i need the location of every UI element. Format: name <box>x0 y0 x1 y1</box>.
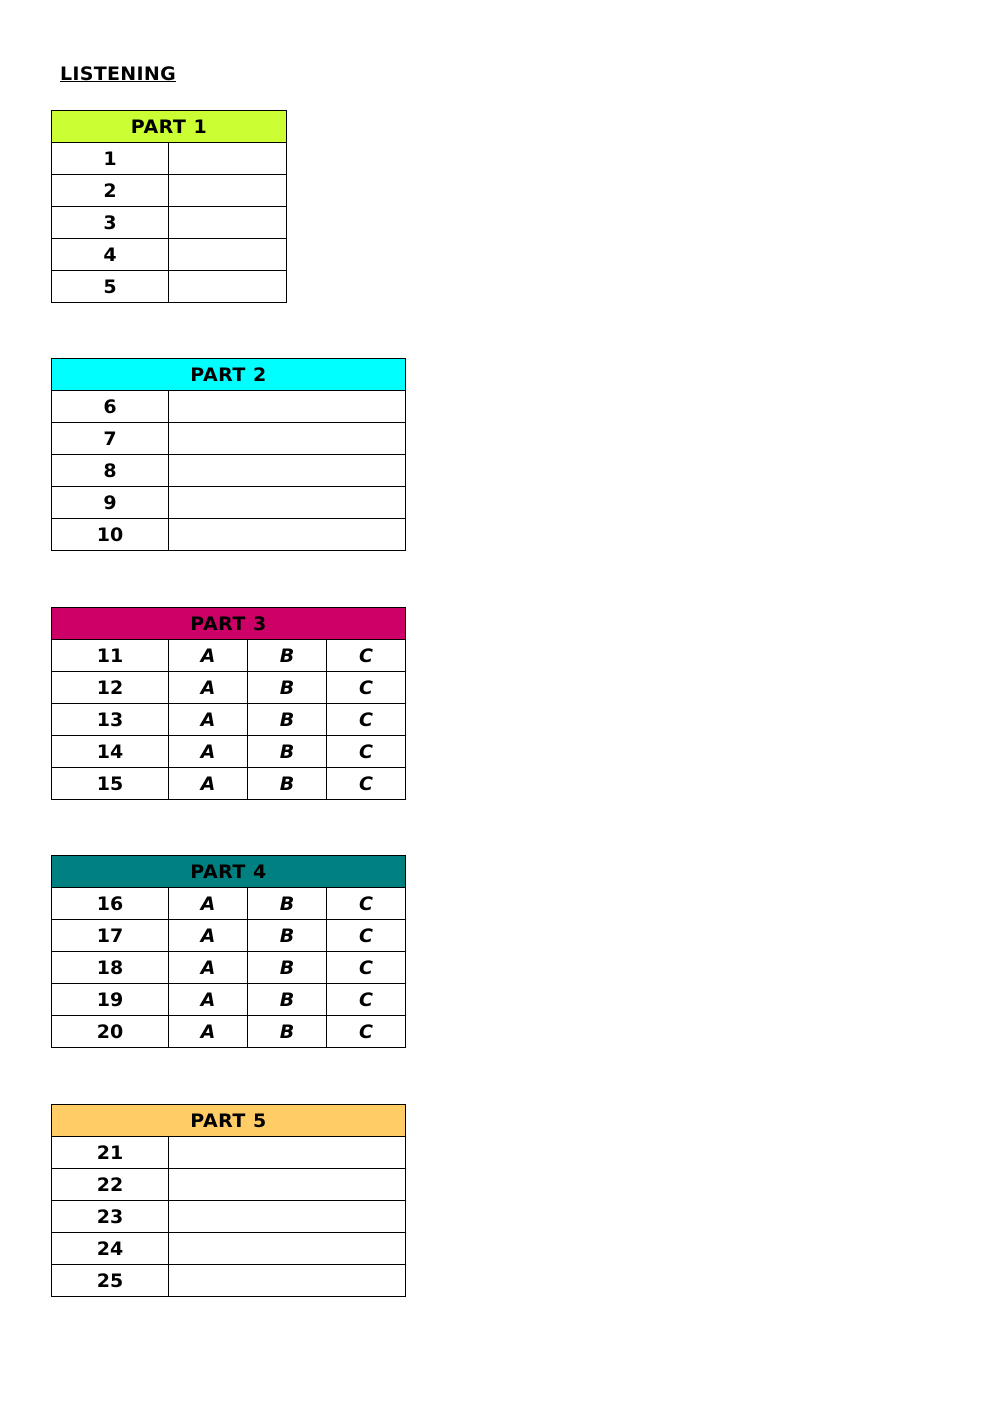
option-a[interactable]: A <box>169 768 248 800</box>
answer-cell[interactable] <box>169 423 406 455</box>
option-b[interactable]: B <box>248 920 327 952</box>
option-a[interactable]: A <box>169 704 248 736</box>
question-number: 17 <box>52 920 169 952</box>
question-number: 2 <box>52 175 169 207</box>
answer-cell[interactable] <box>169 391 406 423</box>
table-row <box>52 487 406 519</box>
part-2-table <box>51 358 406 551</box>
part-1-header: PART 1 <box>52 111 287 143</box>
table-row <box>52 920 406 952</box>
question-number: 9 <box>52 487 169 519</box>
question-number: 1 <box>52 143 169 175</box>
answer-cell[interactable] <box>169 1137 406 1169</box>
answer-cell[interactable] <box>169 239 287 271</box>
answer-cell[interactable] <box>169 1169 406 1201</box>
part-1-table <box>51 110 287 303</box>
option-b[interactable]: B <box>248 768 327 800</box>
answer-cell[interactable] <box>169 1233 406 1265</box>
question-number: 20 <box>52 1016 169 1048</box>
option-b[interactable]: B <box>248 640 327 672</box>
option-c[interactable]: C <box>327 888 406 920</box>
option-c[interactable]: C <box>327 736 406 768</box>
question-number: 19 <box>52 984 169 1016</box>
table-row <box>52 768 406 800</box>
question-number: 14 <box>52 736 169 768</box>
question-number: 5 <box>52 271 169 303</box>
option-b[interactable]: B <box>248 736 327 768</box>
table-row <box>52 423 406 455</box>
option-b[interactable]: B <box>248 952 327 984</box>
part-4-table <box>51 855 406 1048</box>
option-b[interactable]: B <box>248 888 327 920</box>
question-number: 23 <box>52 1201 169 1233</box>
option-c[interactable]: C <box>327 672 406 704</box>
table-row <box>52 984 406 1016</box>
table-row <box>52 391 406 423</box>
question-number: 11 <box>52 640 169 672</box>
option-c[interactable]: C <box>327 984 406 1016</box>
answer-cell[interactable] <box>169 207 287 239</box>
part-5-table <box>51 1104 406 1297</box>
table-row <box>52 143 287 175</box>
option-c[interactable]: C <box>327 920 406 952</box>
table-row <box>52 271 287 303</box>
answer-cell[interactable] <box>169 271 287 303</box>
table-row <box>52 1201 406 1233</box>
table-row <box>52 519 406 551</box>
table-row <box>52 207 287 239</box>
table-row <box>52 1169 406 1201</box>
option-a[interactable]: A <box>169 952 248 984</box>
option-a[interactable]: A <box>169 672 248 704</box>
question-number: 8 <box>52 455 169 487</box>
table-row <box>52 1265 406 1297</box>
table-row <box>52 1233 406 1265</box>
option-b[interactable]: B <box>248 704 327 736</box>
answer-cell[interactable] <box>169 487 406 519</box>
page-title: LISTENING <box>60 63 176 85</box>
question-number: 25 <box>52 1265 169 1297</box>
answer-cell[interactable] <box>169 519 406 551</box>
option-a[interactable]: A <box>169 1016 248 1048</box>
question-number: 12 <box>52 672 169 704</box>
answer-cell[interactable] <box>169 455 406 487</box>
question-number: 21 <box>52 1137 169 1169</box>
table-row <box>52 736 406 768</box>
option-a[interactable]: A <box>169 984 248 1016</box>
table-row <box>52 952 406 984</box>
answer-cell[interactable] <box>169 143 287 175</box>
option-b[interactable]: B <box>248 984 327 1016</box>
table-row <box>52 672 406 704</box>
part-3-table <box>51 607 406 800</box>
question-number: 18 <box>52 952 169 984</box>
question-number: 10 <box>52 519 169 551</box>
part-5-header: PART 5 <box>52 1105 406 1137</box>
option-a[interactable]: A <box>169 920 248 952</box>
table-row <box>52 640 406 672</box>
answer-cell[interactable] <box>169 1201 406 1233</box>
table-row <box>52 888 406 920</box>
option-b[interactable]: B <box>248 1016 327 1048</box>
option-a[interactable]: A <box>169 888 248 920</box>
option-c[interactable]: C <box>327 952 406 984</box>
question-number: 4 <box>52 239 169 271</box>
option-c[interactable]: C <box>327 640 406 672</box>
question-number: 13 <box>52 704 169 736</box>
question-number: 3 <box>52 207 169 239</box>
question-number: 24 <box>52 1233 169 1265</box>
option-a[interactable]: A <box>169 736 248 768</box>
part-3-header: PART 3 <box>52 608 406 640</box>
table-row <box>52 1137 406 1169</box>
answer-cell[interactable] <box>169 175 287 207</box>
table-row <box>52 239 287 271</box>
option-c[interactable]: C <box>327 768 406 800</box>
table-row <box>52 175 287 207</box>
option-b[interactable]: B <box>248 672 327 704</box>
table-row <box>52 455 406 487</box>
option-c[interactable]: C <box>327 704 406 736</box>
question-number: 7 <box>52 423 169 455</box>
table-row <box>52 1016 406 1048</box>
question-number: 15 <box>52 768 169 800</box>
part-4-header: PART 4 <box>52 856 406 888</box>
option-c[interactable]: C <box>327 1016 406 1048</box>
option-a[interactable]: A <box>169 640 248 672</box>
question-number: 16 <box>52 888 169 920</box>
question-number: 22 <box>52 1169 169 1201</box>
part-2-header: PART 2 <box>52 359 406 391</box>
table-row <box>52 704 406 736</box>
question-number: 6 <box>52 391 169 423</box>
answer-cell[interactable] <box>169 1265 406 1297</box>
